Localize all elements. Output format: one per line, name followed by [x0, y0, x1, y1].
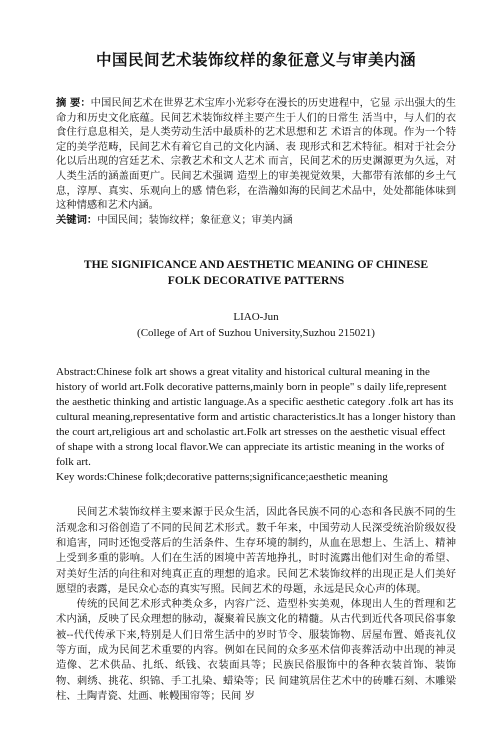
chinese-abstract [56, 96, 456, 213]
english-abstract: Abstract:Chinese folk art shows a great vitality and historical cultural meaning in the history of world art.Folk decorative patterns,mainly born in people" s daily life,represent the aesthetic thinking and artistic language.As a specific aesthetic category .folk art has its cultural meaning,representative form and artistic characteristics.lt has a longer history than the court art,religious art and scholastic art.Folk art stresses on the aesthetic visual effect of shape with a strong local flavor.We can appreciate its artistic meaning in the works of folk art. [56, 366, 456, 469]
chinese-keywords-text: 中国民间；装饰纹样；象征意义；审美内涵 [97, 213, 293, 226]
english-title-line-1: THE SIGNIFICANCE AND AESTHETIC MEANING OF CHINESE [83, 258, 429, 272]
chinese-keywords-label: 关键词： [56, 213, 98, 226]
body-paragraph-2: 传统的民间艺术形式种类众多，内容广泛、造型朴实美观，体现出人生的哲理和艺术内涵，反映了民众理想的脉动，凝聚着民族文化的精髓。从古代到近代各项民俗事象被--代代传承下来,特别是人们日常生活中的岁时节令、服装饰物、居屋布置、婚丧礼仪等方面，成为民间艺术重要的内容。例如在民间的众多巫术信仰丧葬活动中出现的神灵造像、艺术供品、扎纸、纸钱、衣装面具等；民族民俗服饰中的各种衣装首饰、装饰物、刺绣、挑花、织锦、手工扎染、蜡染等；民 间建筑居住艺术中的砖雕石刻、木雕梁柱、土陶青瓷、灶画、帐幔围帘等；民间 岁 [56, 598, 456, 702]
chinese-keywords [56, 213, 456, 228]
body-paragraph-1: 民间艺术装饰纹样主要来源于民众生活，因此各民族不同的心态和各民族不同的生活观念和习俗创造了不同的民间艺术形式。数千年来，中国劳动人民深受统治阶级奴役和追害，同时还饱受落后的生活条件、生存环境的制约，从血在思想上、生活上、精神上受到多重的影响。人们在生活的困境中苦苦地挣扎，时时流露出他们对生命的希望、对美好生活的向往和对纯真正直的理想的追求。民间艺术装饰纹样的出现正是人们美好愿望的表露，是民众心态的真实写照。民间艺术的母题，永远是民众心声的体现。 [56, 506, 456, 595]
author-name: LIAO-Jun [233, 311, 279, 324]
body-text [56, 505, 456, 704]
author-affiliation: (College of Art of Suzhou University,Suzhou 215021) [137, 327, 375, 340]
english-title-line-2: FOLK DECORATIVE PATTERNS [167, 274, 345, 288]
chinese-abstract-label: 摘 要： [56, 97, 91, 109]
chinese-title: 中国民间艺术装饰纹样的象征意义与审美内涵 [95, 50, 416, 69]
english-title [56, 257, 456, 289]
english-keywords: Key words:Chinese folk;decorative patterns;significance;aesthetic meaning [56, 471, 388, 484]
chinese-abstract-text: 中国民间艺术在世界艺术宝库小光彩夺在漫长的历史进程中，它显 示出强大的生命力和历史文化底蕴。民间艺术装饰纹样主要产生于人们的日常生 活当中，与人们的衣食住行息息相关，是人类劳动生活中最质朴的艺术思想和艺 术语言的体现。作为一个特定的美学范畴，民间艺术有着它自己的文化内涵、表 现形式和艺术特征。相对于社会分化以后出现的宫廷艺术、宗教艺术和文人艺术 而言，民间艺术的历史渊源更为久远，对人类生活的涵盖面更广。民间艺术强调 造型上的审美视觉效果，大都带有浓郁的乡土气息，淳厚、真实、乐观向上的感 情色彩，在浩瀚如海的民间艺术品中，处处都能体味到这种情感和艺术内涵。 [56, 97, 456, 212]
